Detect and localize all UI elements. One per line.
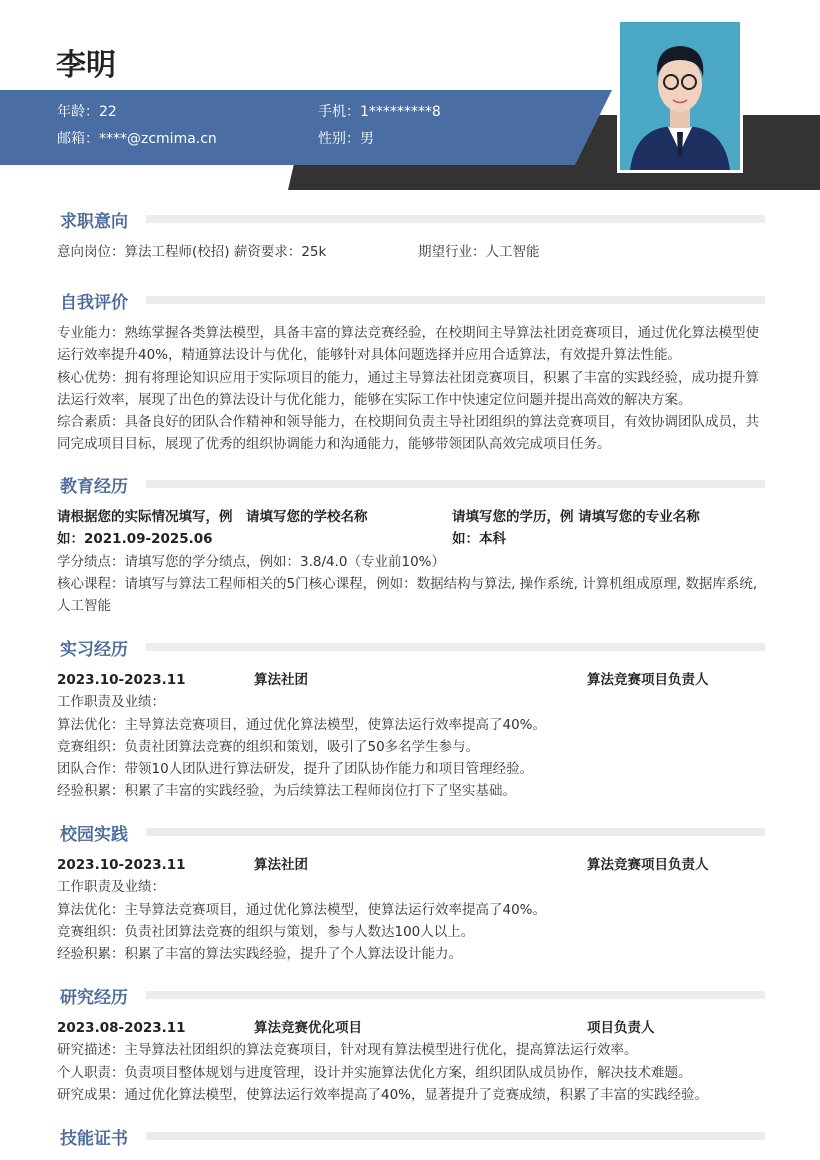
list-item: 团队合作：带领10人团队进行算法研发，提升了团队协作能力和项目管理经验。 <box>57 761 534 778</box>
date-range: 2023.10-2023.11 <box>57 672 186 688</box>
section-internship <box>57 635 765 803</box>
age: 年龄：22 <box>57 104 117 120</box>
section-divider <box>146 643 765 651</box>
list-item: 工作职责及业绩： <box>57 694 165 711</box>
section-research <box>57 983 765 1106</box>
list-item: 工作职责及业绩： <box>57 879 165 896</box>
section-skills <box>57 1124 765 1148</box>
list-item: 竞赛组织：负责社团算法竞赛的组织和策划，吸引了50多名学生参与。 <box>57 738 480 755</box>
phone: 手机：1*********8 <box>318 104 441 120</box>
email: 邮箱：****@zcmima.cn <box>57 131 217 147</box>
section-title: 自我评价 <box>60 293 128 313</box>
list-item: 经验积累：积累了丰富的实践经验，为后续算法工程师岗位打下了坚实基础。 <box>57 783 516 800</box>
section-divider <box>146 1132 765 1140</box>
degree-info: 请填写您的学历，例 请填写您的专业名称 <box>452 509 700 525</box>
section-divider <box>146 828 765 836</box>
self-eval-paragraph: 专业能力：熟练掌握各类算法模型，具备丰富的算法竞赛经验，在校期间主导算法社团竞赛项目，通过优化算法模型使运行效率提升40%，精通算法设计与优化，能够针对具体问题选择并应用合适算法，有效提升算法性能。 <box>57 325 759 364</box>
gpa: 学分绩点：请填写您的学分绩点，例如：3.8/4.0（专业前10%） <box>57 553 445 570</box>
section-divider <box>146 480 765 488</box>
list-item: 竞赛组织：负责社团算法竞赛的组织与策划，参与人数达100人以上。 <box>57 923 475 940</box>
section-title: 教育经历 <box>60 477 128 497</box>
section-campus-practice <box>57 820 765 965</box>
project-name: 算法竞赛优化项目 <box>254 1020 362 1036</box>
date-range: 2023.08-2023.11 <box>57 1020 186 1036</box>
section-title: 研究经历 <box>60 988 128 1008</box>
expected-industry: 期望行业：人工智能 <box>418 244 540 260</box>
date-range: 2023.10-2023.11 <box>57 857 186 873</box>
school-info: 请根据您的实际情况填写，例 请填写您的学校名称 <box>57 509 368 525</box>
candidate-name: 李明 <box>56 48 116 83</box>
organization: 算法社团 <box>254 672 308 688</box>
list-item: 研究成果：通过优化算法模型，使算法运行效率提高了40%，显著提升了竞赛成绩，积累了丰富的实践经验。 <box>57 1086 709 1103</box>
section-self-evaluation <box>57 288 765 456</box>
list-item: 个人职责：负责项目整体规划与进度管理，设计并实施算法优化方案，组织团队成员协作，解决技术难题。 <box>57 1064 692 1081</box>
role: 算法竞赛项目负责人 <box>587 672 709 688</box>
section-education <box>57 472 765 617</box>
organization: 算法社团 <box>254 857 308 873</box>
core-courses: 核心课程：请填写与算法工程师相关的5门核心课程，例如：数据结构与算法, 操作系统, 计算机组成原理, 数据库系统, 人工智能 <box>57 575 758 615</box>
study-period: 如：2021.09-2025.06 <box>57 531 213 548</box>
role: 算法竞赛项目负责人 <box>587 857 709 873</box>
list-item: 研究描述：主导算法社团组织的算法竞赛项目，针对现有算法模型进行优化，提高算法运行效率。 <box>57 1042 638 1059</box>
section-divider <box>146 991 765 999</box>
list-item: 算法优化：主导算法竞赛项目，通过优化算法模型，使算法运行效率提高了40%。 <box>57 901 547 918</box>
section-job-intent <box>57 207 765 263</box>
degree: 如：本科 <box>452 531 506 548</box>
self-eval-paragraph: 综合素质：具备良好的团队合作精神和领导能力，在校期间负责主导社团组织的算法竞赛项目，有效协调团队成员，共同完成项目目标，展现了优秀的组织协调能力和沟通能力，能够带领团队高效完成项目任务。 <box>57 414 759 453</box>
list-item: 算法优化：主导算法竞赛项目，通过优化算法模型，使算法运行效率提高了40%。 <box>57 716 547 733</box>
avatar <box>617 19 743 173</box>
section-title: 校园实践 <box>60 825 128 845</box>
list-item: 经验积累：积累了丰富的算法实践经验，提升了个人算法设计能力。 <box>57 946 462 963</box>
section-divider <box>146 215 765 223</box>
section-title: 实习经历 <box>60 640 128 660</box>
gender: 性别：男 <box>318 131 374 147</box>
section-title: 求职意向 <box>60 212 128 232</box>
role: 项目负责人 <box>587 1020 655 1036</box>
self-eval-paragraph: 核心优势：拥有将理论知识应用于实际项目的能力，通过主导算法社团竞赛项目，积累了丰富的实践经验，成功提升算法运行效率，展现了出色的算法设计与优化能力，能够在实际工作中快速定位问题并提出高效的解决方案。 <box>57 369 759 408</box>
intended-position: 意向岗位：算法工程师(校招) 薪资要求：25k <box>57 244 327 260</box>
section-title: 技能证书 <box>60 1129 128 1149</box>
section-divider <box>146 296 765 304</box>
